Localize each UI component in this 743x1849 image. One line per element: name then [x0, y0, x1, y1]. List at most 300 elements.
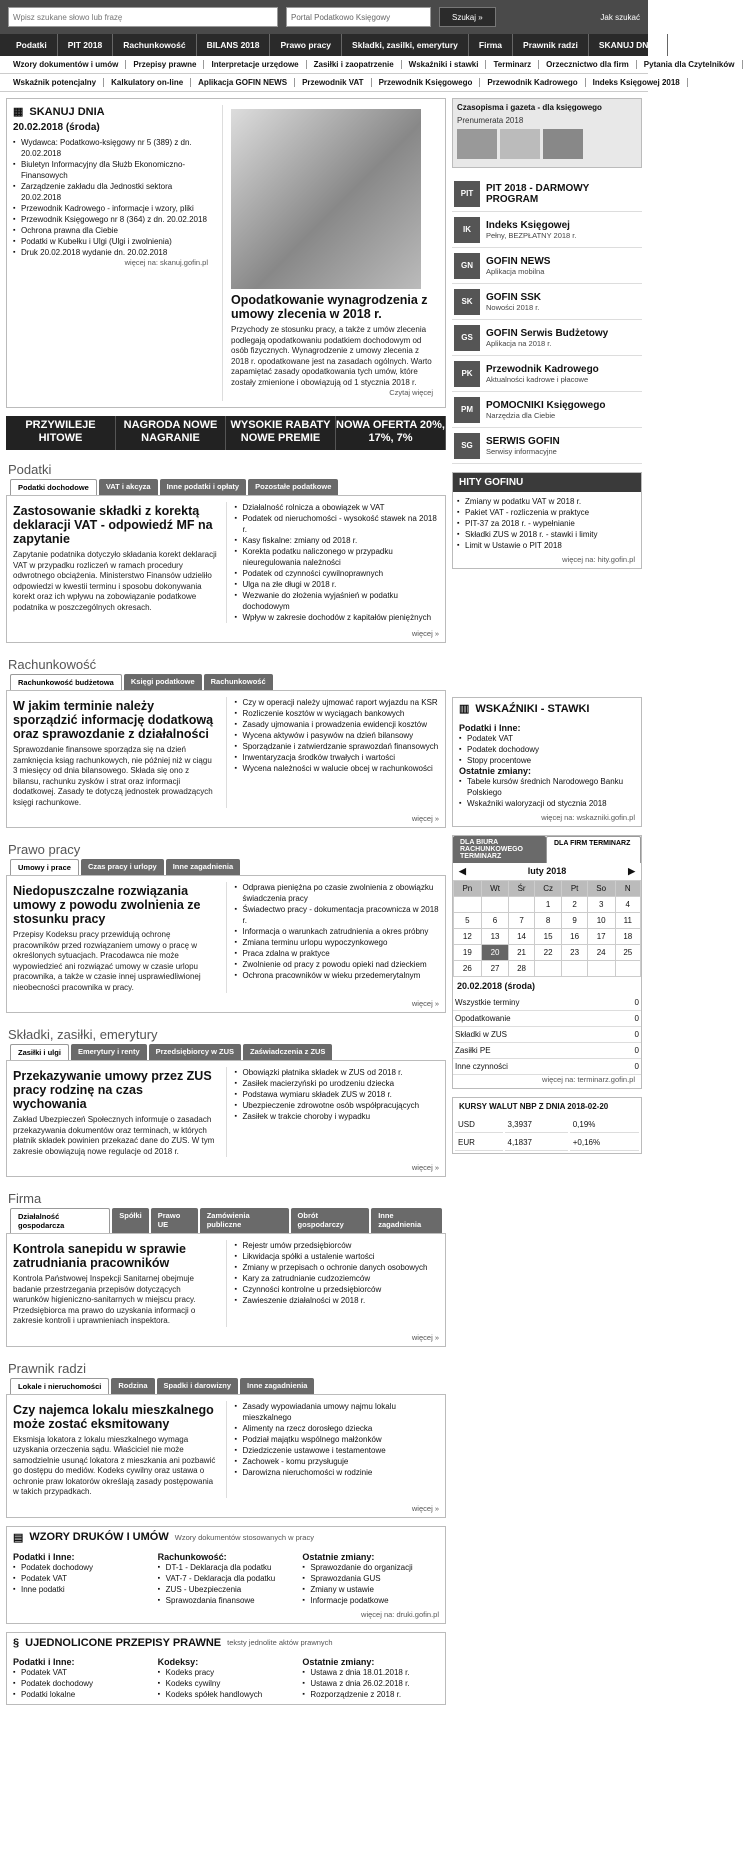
tab-skladki[interactable]: Zasiłki i ulgi — [10, 1044, 69, 1060]
podatki-link[interactable]: ▪ Wpływ w zakresie dochodów z kapitałów pieniężnych — [235, 612, 440, 623]
tab-prawnik[interactable]: Rodzina — [111, 1378, 154, 1394]
tab-rach[interactable]: Księgi podatkowe — [124, 674, 202, 690]
rach-link[interactable]: ▪ Czy w operacji należy ujmować raport wyjazdu na KSR — [235, 697, 440, 708]
tab-skladki[interactable]: Przedsiębiorcy w ZUS — [149, 1044, 241, 1060]
wzory-link[interactable]: ▪ ZUS - Ubezpieczenia — [158, 1584, 295, 1595]
przepisy-list-2 — [158, 1667, 295, 1700]
sub-nav-item[interactable]: Interpretacje urzędowe — [204, 60, 306, 69]
przepisy-title: UJEDNOLICONE PRZEPISY PRAWNE — [25, 1636, 222, 1649]
rates-title: KURSY WALUT NBP Z DNIA 2018-02-20 — [459, 1102, 609, 1111]
hits-link[interactable]: ▪ Limit w Ustawie o PIT 2018 — [457, 540, 637, 551]
przepisy-col1-head: Podatki i Inne: — [13, 1656, 75, 1667]
skladki-article — [13, 1067, 227, 1157]
wskazniki-more-link[interactable]: więcej na: wskazniki.gofin.pl — [541, 813, 635, 822]
calendar-week — [454, 945, 641, 961]
counter-value: 0 — [620, 1027, 641, 1043]
tab-firma[interactable]: Inne zagadnienia — [371, 1208, 442, 1233]
sidebar-promo[interactable] — [452, 212, 642, 248]
podatki-link[interactable]: ▪ Podatek od czynności cywilnoprawnych — [235, 568, 440, 579]
wzory-sub: Wzory dokumentów stosowanych w pracy — [174, 1532, 314, 1542]
sub-nav-item[interactable]: Wzory dokumentów i umów — [6, 60, 126, 69]
press-box[interactable] — [452, 98, 642, 168]
calendar-day[interactable]: 3 — [587, 897, 615, 913]
wzory-link[interactable]: ▪ Sprawozdania finansowe — [158, 1595, 295, 1606]
calendar-day[interactable]: 20 — [481, 945, 509, 961]
calendar-day — [509, 897, 534, 913]
hits-link[interactable]: ▪ Składki ZUS w 2018 r. - stawki i limity — [457, 529, 637, 540]
calendar-day[interactable]: 5 — [454, 913, 482, 929]
sub-nav-item[interactable]: Przewodnik Księgowego — [372, 78, 481, 87]
sidebar-promo[interactable] — [452, 284, 642, 320]
calendar-day-name: Cz — [534, 881, 562, 897]
banner-item[interactable]: WYSOKIE RABATY NOWE PREMIE — [226, 416, 336, 450]
skladki-article-title[interactable]: Przekazywanie umowy przez ZUS pracy rodzinę na czas wychowania — [13, 1069, 212, 1111]
lead-title[interactable]: Opodatkowanie wynagrodzenia z umowy zlecenia w 2018 r. — [231, 293, 428, 321]
counter-label: Składki w ZUS — [453, 1027, 620, 1043]
sub-nav-item[interactable]: Przewodnik VAT — [295, 78, 372, 87]
firma-more-link[interactable]: więcej » — [411, 1332, 439, 1342]
wzory-list-3 — [302, 1562, 439, 1606]
banner-item[interactable]: PRZYWILEJE HITOWE — [6, 416, 116, 450]
przepisy-link[interactable]: ▪ Kodeks cywilny — [158, 1678, 295, 1689]
main-nav-item[interactable]: SKANUJ DNIA — [589, 34, 668, 56]
tab-prawo[interactable]: Czas pracy i urlopy — [81, 859, 164, 875]
prawo-tabs — [6, 859, 446, 875]
promo-sub: Pełny, BEZPŁATNY 2018 r. — [486, 230, 577, 240]
search-button[interactable]: Szukaj » — [439, 7, 496, 27]
promo-text — [486, 220, 576, 240]
skanuj-item[interactable]: ▪ Przewodnik Księgowego nr 8 (364) z dn. 20.02.2018 — [13, 214, 214, 225]
calendar-day[interactable]: 2 — [562, 897, 587, 913]
sidebar-promo[interactable] — [452, 428, 642, 464]
skanuj-item[interactable]: ▪ Biuletyn Informacyjny dla Służb Ekonomiczno-Finansowych — [13, 159, 214, 181]
calendar-day[interactable]: 14 — [509, 929, 534, 945]
podatki-more-link[interactable]: więcej » — [411, 629, 439, 638]
sidebar-promo[interactable] — [452, 320, 642, 356]
banner-item[interactable]: NOWA OFERTA 20%, 17%, 7% — [336, 416, 446, 450]
sub-nav-item[interactable]: Wskaźniki i stawki — [402, 60, 487, 69]
prawnik-link[interactable]: ▪ Zachowek - komu przysługuje — [235, 1456, 440, 1467]
document-icon: ▤ — [13, 1531, 24, 1544]
hits-link[interactable]: ▪ Zmiany w podatku VAT w 2018 r. — [457, 496, 637, 507]
rach-link[interactable]: ▪ Rozliczenie kosztów w wyciągach bankowych — [235, 708, 440, 719]
main-nav-item[interactable]: PIT 2018 — [58, 34, 114, 56]
calendar-box — [452, 835, 642, 1089]
counter-row[interactable] — [453, 1059, 641, 1075]
counter-row[interactable] — [453, 1011, 641, 1027]
przepisy-link[interactable]: ▪ Rozporządzenie z 2018 r. — [302, 1689, 439, 1700]
promo-icon: PIT — [454, 181, 480, 207]
promo-sub: Aktualności kadrowe i płacowe — [486, 374, 589, 384]
tab-prawnik[interactable]: Inne zagadnienia — [240, 1378, 314, 1394]
sub-nav-item[interactable]: Wskaźnik potencjalny — [6, 78, 104, 87]
przepisy-list-1 — [13, 1667, 150, 1700]
search-bar — [0, 0, 648, 34]
calendar-day[interactable]: 15 — [534, 929, 562, 945]
wzory-col2 — [158, 1552, 295, 1606]
firma-link[interactable]: ▪ Rejestr umów przedsiębiorców — [235, 1240, 440, 1251]
przepisy-link[interactable]: ▪ Podatek dochodowy — [13, 1678, 150, 1689]
rach-section-title[interactable]: Rachunkowość — [8, 657, 97, 672]
calendar-day[interactable]: 24 — [587, 945, 615, 961]
promo-title: POMOCNIKI Księgowego — [486, 399, 606, 411]
sidebar — [452, 98, 642, 1162]
hits-list — [453, 492, 641, 555]
przepisy-link[interactable]: ▪ Podatki lokalne — [13, 1689, 150, 1700]
sub-nav-item[interactable]: Przewodnik Kadrowego — [480, 78, 585, 87]
tab-podatki[interactable]: Podatki dochodowe — [10, 479, 97, 495]
sidebar-promo[interactable] — [452, 176, 642, 212]
counter-value: 0 — [620, 1011, 641, 1027]
rach-more-link[interactable]: więcej » — [411, 814, 439, 823]
promo-text — [486, 364, 599, 384]
prawo-link[interactable]: ▪ Praca zdalna w praktyce — [235, 948, 440, 959]
lead-more-link[interactable]: Czytaj więcej — [389, 388, 433, 397]
podatki-article-text: Zapytanie podatnika dotyczyło składania korekt deklaracji VAT w przypadku rozliczeń w ramach procedury odwrotnego obciążenia. Ministerstwo Finansów udzieliło odpowiedzi w kwestii terminu i sposobu dokonywania korekt oraz ich wpływu na zobowiązanie podatkowe podatnika w poszczególnych okresach. — [13, 550, 217, 612]
firma-section-title[interactable]: Firma — [8, 1191, 42, 1206]
advanced-search-link[interactable]: Jak szukać — [600, 12, 640, 22]
podatki-link[interactable]: ▪ Kasy fiskalne: zmiany od 2018 r. — [235, 535, 440, 546]
skladki-more-link[interactable]: więcej » — [411, 1163, 439, 1172]
calendar-day[interactable]: 4 — [615, 897, 640, 913]
tab-rach[interactable]: Rachunkowość budżetowa — [10, 674, 122, 690]
main-nav-item[interactable]: Rachunkowość — [113, 34, 196, 56]
calendar-day[interactable]: 10 — [587, 913, 615, 929]
firma-tabs — [6, 1208, 446, 1233]
sub-nav-item[interactable]: Orzecznictwo dla firm — [539, 60, 637, 69]
main-nav-item[interactable]: Firma — [469, 34, 513, 56]
main-nav-item[interactable]: Podatki — [6, 34, 58, 56]
promo-title: Indeks Księgowej — [486, 219, 570, 231]
prawo-link[interactable]: ▪ Informacja o warunkach zatrudnienia a okres próbny — [235, 926, 440, 937]
rach-article-text: Sprawozdanie finansowe sporządza się na dzień zamknięcia ksiąg rachunkowych, nie później niż w ciągu 3 miesięcy od dnia bilansowego. Składa się ono z bilansu, rachunku zysków i strat oraz informacji dodatkowej. Zasady te dotyczą jednostek prowadzących księgi rachunkowe. — [13, 745, 213, 807]
sidebar-promo[interactable] — [452, 248, 642, 284]
prawo-section-title[interactable]: Prawo pracy — [8, 842, 81, 857]
calendar-day[interactable]: 18 — [615, 929, 640, 945]
tab-firma[interactable]: Obrót gospodarczy — [291, 1208, 370, 1233]
tab-prawo[interactable]: Umowy i prace — [10, 859, 79, 875]
wzory-col1 — [13, 1552, 150, 1606]
tab-skladki[interactable]: Zaświadczenia z ZUS — [243, 1044, 332, 1060]
firma-box — [6, 1233, 446, 1347]
podatki-link[interactable]: ▪ Podatek od nieruchomości - wysokość stawek na 2018 r. — [235, 513, 440, 535]
calendar-day — [454, 897, 482, 913]
sub-nav-item[interactable]: Przepisy prawne — [126, 60, 204, 69]
prawnik-article — [13, 1401, 227, 1498]
firma-link[interactable]: ▪ Czynności kontrolne u przedsiębiorców — [235, 1284, 440, 1295]
prawo-link[interactable]: ▪ Zmiana terminu urlopu wypoczynkowego — [235, 937, 440, 948]
banner-item[interactable]: NAGRODA NOWE NAGRANIE — [116, 416, 226, 450]
main-nav-item[interactable]: Prawo pracy — [270, 34, 342, 56]
rach-link[interactable]: ▪ Zasady ujmowania i prowadzenia ewidencji kosztów — [235, 719, 440, 730]
calendar-more-link[interactable]: więcej na: terminarz.gofin.pl — [542, 1075, 635, 1084]
przepisy-columns — [7, 1653, 445, 1704]
main-nav-item[interactable]: Skladki, zasilki, emerytury — [342, 34, 469, 56]
calendar-day-name: N — [615, 881, 640, 897]
calendar-day-name: Śr — [509, 881, 534, 897]
calendar-day[interactable]: 13 — [481, 929, 509, 945]
calendar-day[interactable]: 19 — [454, 945, 482, 961]
calendar-day[interactable]: 7 — [509, 913, 534, 929]
press-title: Czasopisma i gazeta - dla księgowego — [457, 103, 602, 112]
tab-prawo[interactable]: Inne zagadnienia — [166, 859, 240, 875]
rach-link[interactable]: ▪ Wycena aktywów i pasywów na dzień bilansowy — [235, 730, 440, 741]
wzory-link[interactable]: ▪ Podatek dochodowy — [13, 1562, 150, 1573]
wzory-col3-head: Ostatnie zmiany: — [302, 1551, 375, 1562]
prawnik-links — [227, 1401, 440, 1498]
prawo-link[interactable]: ▪ Ochrona pracowników w wieku przedemerytalnym — [235, 970, 440, 981]
prawo-article — [13, 882, 227, 993]
rach-content — [7, 691, 445, 814]
skladki-tabs — [6, 1044, 446, 1060]
tab-firma[interactable]: Spółki — [112, 1208, 149, 1233]
rach-link[interactable]: ▪ Sporządzanie i zatwierdzanie sprawozdań finansowych — [235, 741, 440, 752]
tab-firma[interactable]: Prawo UE — [151, 1208, 198, 1233]
search-scope-select[interactable] — [286, 7, 431, 27]
calendar-day[interactable]: 1 — [534, 897, 562, 913]
promo-sub: Nowości 2018 r. — [486, 302, 540, 312]
rach-article-title[interactable]: W jakim terminie należy sporządzić informację dodatkową oraz sprawozdanie z działalności — [13, 699, 214, 741]
promo-icon: GN — [454, 253, 480, 279]
podatki-link[interactable]: ▪ Działalność rolnicza a obowiązek w VAT — [235, 502, 440, 513]
counter-row[interactable] — [453, 1043, 641, 1059]
prawnik-link[interactable]: ▪ Podział majątku wspólnego małżonków — [235, 1434, 440, 1445]
prawnik-article-title[interactable]: Czy najemca lokalu mieszkalnego może zostać eksmitowany — [13, 1402, 214, 1431]
promo-sub: Aplikacja na 2018 r. — [486, 338, 552, 348]
skanuj-item[interactable]: ▪ Zarządzenie zakładu dla Jednostki sektora 20.02.2018 — [13, 181, 214, 203]
press-sub: Prenumerata 2018 — [457, 116, 524, 125]
przepisy-col3 — [302, 1657, 439, 1700]
tab-firma[interactable]: Zamówienia publiczne — [200, 1208, 289, 1233]
skanuj-title — [13, 105, 214, 118]
skanuj-item[interactable]: ▪ Przewodnik Kadrowego - informacje i wzory, pliki — [13, 203, 214, 214]
calendar-day-name: Pt — [562, 881, 587, 897]
calendar-week — [454, 961, 641, 977]
wzory-more-link[interactable]: więcej na: druki.gofin.pl — [361, 1609, 439, 1619]
przepisy-link[interactable]: ▪ Ustawa z dnia 26.02.2018 r. — [302, 1678, 439, 1689]
prawo-more-link[interactable]: więcej » — [411, 999, 439, 1008]
skanuj-item[interactable]: ▪ Ochrona prawna dla Ciebie — [13, 225, 214, 236]
przepisy-col1 — [13, 1657, 150, 1700]
wzory-link[interactable]: ▪ Zmiany w ustawie — [302, 1584, 439, 1595]
tab-firmy-terminarz[interactable]: DLA FIRM TERMINARZ — [546, 836, 641, 863]
sub-nav-item[interactable]: Kalkulatory on-line — [104, 78, 191, 87]
skanuj-item[interactable]: ▪ Podatki w Kubełku i Ulgi (Ulgi i zwolnienia) — [13, 236, 214, 247]
wskazniki-link[interactable]: ▪ Stopy procentowe — [459, 755, 635, 766]
counter-label: Zasiłki PE — [453, 1043, 620, 1059]
calendar-week — [454, 913, 641, 929]
calendar-week — [454, 929, 641, 945]
prawo-link-list — [235, 882, 440, 981]
rate-cell: USD — [455, 1117, 503, 1133]
counter-value: 0 — [620, 995, 641, 1011]
skanuj-item[interactable]: ▪ Druk 20.02.2018 wydanie dn. 20.02.2018 — [13, 247, 214, 258]
skladki-link[interactable]: ▪ Zasiłek macierzyński po urodzeniu dziecka — [235, 1078, 440, 1089]
promo-sub: Serwisy informacyjne — [486, 446, 557, 456]
calendar-day[interactable]: 25 — [615, 945, 640, 961]
wzory-link[interactable]: ▪ Sprawozdania GUS — [302, 1573, 439, 1584]
calendar-day[interactable]: 6 — [481, 913, 509, 929]
prawnik-link[interactable]: ▪ Alimenty na rzecz dorosłego dziecka — [235, 1423, 440, 1434]
counter-value: 0 — [620, 1043, 641, 1059]
firma-link[interactable]: ▪ Zawieszenie działalności w 2018 r. — [235, 1295, 440, 1306]
skanuj-more-link[interactable]: więcej na: skanuj.gofin.pl — [124, 258, 208, 267]
counter-label: Opodatkowanie — [453, 1011, 620, 1027]
sub-nav-item[interactable]: Pytania dla Czytelników — [637, 60, 743, 69]
podatki-article-title[interactable]: Zastosowanie składki z korektą deklaracji VAT - odpowiedź MF na zapytanie — [13, 504, 213, 546]
skladki-link[interactable]: ▪ Ubezpieczenie zdrowotne osób współpracujących — [235, 1100, 440, 1111]
calendar-day[interactable]: 11 — [615, 913, 640, 929]
calendar-day[interactable]: 22 — [534, 945, 562, 961]
sub-nav-item[interactable]: Terminarz — [486, 60, 539, 69]
sub-nav-item[interactable]: Indeks Księgowej 2018 — [586, 78, 688, 87]
firma-link[interactable]: ▪ Zmiany w przepisach o ochronie danych osobowych — [235, 1262, 440, 1273]
rates-table — [453, 1115, 641, 1153]
promo-text — [486, 436, 560, 456]
scan-icon: ▦ — [13, 106, 24, 118]
tab-podatki[interactable]: Pozostałe podatkowe — [248, 479, 338, 495]
calendar-day[interactable]: 8 — [534, 913, 562, 929]
calendar-day[interactable]: 27 — [481, 961, 509, 977]
prawo-link[interactable]: ▪ Świadectwo pracy - dokumentacja pracownicza w 2018 r. — [235, 904, 440, 926]
promo-banner[interactable] — [6, 416, 446, 450]
prawnik-section-title[interactable]: Prawnik radzi — [8, 1360, 87, 1376]
przepisy-sub: teksty jednolite aktów prawnych — [227, 1638, 333, 1647]
wzory-link[interactable]: ▪ Inne podatki — [13, 1584, 150, 1595]
sub-nav-item[interactable]: Aplikacja GOFIN NEWS — [191, 78, 295, 87]
przepisy-link[interactable]: ▪ Podatek VAT — [13, 1667, 150, 1678]
podatki-link[interactable]: ▪ Wezwanie do złożenia wyjaśnień w podatku dochodowym — [235, 590, 440, 612]
podatki-content — [7, 496, 445, 629]
firma-content — [7, 1234, 445, 1333]
hits-link[interactable]: ▪ Pakiet VAT - rozliczenia w praktyce — [457, 507, 637, 518]
wzory-columns — [7, 1548, 445, 1610]
prawo-link[interactable]: ▪ Zwolnienie od pracy z powodu opieki nad dzieckiem — [235, 959, 440, 970]
search-input[interactable] — [8, 7, 278, 27]
tab-firma[interactable]: Działalność gospodarcza — [10, 1208, 110, 1233]
skladki-link[interactable]: ▪ Zasiłek w trakcie choroby i wypadku — [235, 1111, 440, 1122]
counter-label: Wszystkie terminy — [453, 995, 620, 1011]
przepisy-box — [6, 1632, 446, 1705]
rate-cell: 3,3937 — [505, 1117, 568, 1133]
prawo-links — [227, 882, 440, 993]
wzory-link[interactable]: ▪ Sprawozdanie do organizacji — [302, 1562, 439, 1573]
przepisy-link[interactable]: ▪ Ustawa z dnia 18.01.2018 r. — [302, 1667, 439, 1678]
przepisy-link[interactable]: ▪ Kodeks spółek handlowych — [158, 1689, 295, 1700]
wskazniki-link[interactable]: ▪ Tabele kursów średnich Narodowego Banku Polskiego — [459, 776, 635, 798]
prawo-link[interactable]: ▪ Odprawa pieniężna po czasie zwolnienia z obowiązku świadczenia pracy — [235, 882, 440, 904]
prawo-box — [6, 875, 446, 1013]
rach-link[interactable]: ▪ Wycena należności w walucie obcej w rachunkowości — [235, 763, 440, 774]
calendar-day[interactable]: 23 — [562, 945, 587, 961]
section-icon: § — [13, 1636, 20, 1649]
rate-cell: EUR — [455, 1135, 503, 1151]
bar-chart-icon: ▥ — [459, 703, 470, 715]
skladki-section-title[interactable]: Składki, zasiłki, emerytury — [8, 1027, 158, 1042]
przepisy-link[interactable]: ▪ Kodeks pracy — [158, 1667, 295, 1678]
tab-skladki[interactable]: Emerytury i renty — [71, 1044, 147, 1060]
calendar-day[interactable]: 26 — [454, 961, 482, 977]
tab-prawnik[interactable]: Lokale i nieruchomości — [10, 1378, 109, 1394]
calendar-day[interactable]: 21 — [509, 945, 534, 961]
prev-month-icon[interactable]: ◀ — [459, 866, 466, 876]
promo-title: Przewodnik Kadrowego — [486, 363, 599, 375]
wzory-header — [7, 1527, 445, 1548]
tab-biuro-terminarz[interactable]: DLA BIURA RACHUNKOWEGO TERMINARZ — [453, 836, 546, 863]
calendar-day[interactable]: 17 — [587, 929, 615, 945]
promo-icon: GS — [454, 325, 480, 351]
main-nav-item[interactable]: BILANS 2018 — [197, 34, 271, 56]
promo-sub: Aplikacja mobilna — [486, 266, 545, 276]
podatki-link[interactable]: ▪ Ulga na złe długi w 2018 r. — [235, 579, 440, 590]
firma-article-title[interactable]: Kontrola sanepidu w sprawie zatrudniania pracowników — [13, 1242, 186, 1270]
wskazniki-body — [453, 719, 641, 813]
calendar-header-row — [454, 881, 641, 897]
wzory-link[interactable]: ▪ Informacje podatkowe — [302, 1595, 439, 1606]
promo-title: GOFIN NEWS — [486, 255, 551, 267]
firma-link[interactable]: ▪ Likwidacja spółki a ustalenie wartości — [235, 1251, 440, 1262]
firma-links — [227, 1240, 440, 1327]
calendar-day — [481, 897, 509, 913]
sidebar-promo[interactable] — [452, 392, 642, 428]
calendar-month: luty 2018 — [527, 866, 567, 876]
tab-prawnik[interactable]: Spadki i darowizny — [157, 1378, 239, 1394]
main-nav-item[interactable]: Prawnik radzi — [513, 34, 589, 56]
counter-row[interactable] — [453, 1027, 641, 1043]
wskazniki-list-1 — [459, 733, 635, 766]
przepisy-col2-head: Kodeksy: — [157, 1656, 199, 1667]
prawnik-link[interactable]: ▪ Dziedziczenie ustawowe i testamentowe — [235, 1445, 440, 1456]
calendar-day — [587, 961, 615, 977]
counter-row[interactable] — [453, 995, 641, 1011]
firma-link[interactable]: ▪ Kary za zatrudnianie cudzoziemców — [235, 1273, 440, 1284]
podatki-link[interactable]: ▪ Korekta podatku naliczonego w przypadku nieuregulowania należności — [235, 546, 440, 568]
sub-nav-item[interactable]: Zasiłki i zaopatrzenie — [307, 60, 402, 69]
wzory-link[interactable]: ▪ Podatek VAT — [13, 1573, 150, 1584]
wzory-link[interactable]: ▪ VAT-7 - Deklaracja dla podatku — [158, 1573, 295, 1584]
tab-rach[interactable]: Rachunkowość — [204, 674, 273, 690]
wskazniki-link[interactable]: ▪ Podatek VAT — [459, 733, 635, 744]
calendar-day[interactable]: 9 — [562, 913, 587, 929]
prawnik-link[interactable]: ▪ Darowizna nieruchomości w rodzinie — [235, 1467, 440, 1478]
promo-icon: PM — [454, 397, 480, 423]
skladki-link[interactable]: ▪ Podstawa wymiaru składek ZUS w 2018 r. — [235, 1089, 440, 1100]
prawo-article-title[interactable]: Niedopuszczalne rozwiązania umowy z powodu zwolnienia ze stosunku pracy — [13, 884, 201, 926]
next-month-icon[interactable]: ▶ — [628, 866, 635, 876]
tab-podatki[interactable]: Inne podatki i opłaty — [160, 479, 247, 495]
skladki-content — [7, 1061, 445, 1163]
hits-more-link[interactable]: więcej na: hity.gofin.pl — [562, 555, 635, 564]
prawnik-link-list — [235, 1401, 440, 1478]
skladki-link[interactable]: ▪ Obowiązki płatnika składek w ZUS od 2018 r. — [235, 1067, 440, 1078]
calendar-day — [534, 961, 562, 977]
promo-text — [486, 400, 605, 420]
tab-podatki[interactable]: VAT i akcyza — [99, 479, 158, 495]
prawnik-link[interactable]: ▪ Zasady wypowiadania umowy najmu lokalu mieszkalnego — [235, 1401, 440, 1423]
calendar-day[interactable]: 28 — [509, 961, 534, 977]
wskazniki-link[interactable]: ▪ Podatek dochodowy — [459, 744, 635, 755]
calendar-day[interactable]: 12 — [454, 929, 482, 945]
skanuj-item[interactable]: ▪ Wydawca: Podatkowo-księgowy nr 5 (389) z dn. 20.02.2018 — [13, 137, 214, 159]
wskazniki-link[interactable]: ▪ Wskaźniki waloryzacji od stycznia 2018 — [459, 798, 635, 809]
prawnik-more-link[interactable]: więcej » — [411, 1503, 439, 1513]
podatki-section-title[interactable]: Podatki — [8, 462, 52, 477]
calendar-day[interactable]: 16 — [562, 929, 587, 945]
sidebar-promo[interactable] — [452, 356, 642, 392]
hits-link[interactable]: ▪ PIT-37 za 2018 r. - wypełnianie — [457, 518, 637, 529]
wzory-link[interactable]: ▪ DT-1 - Deklaracja dla podatku — [158, 1562, 295, 1573]
rach-link[interactable]: ▪ Inwentaryzacja środków trwałych i wartości — [235, 752, 440, 763]
